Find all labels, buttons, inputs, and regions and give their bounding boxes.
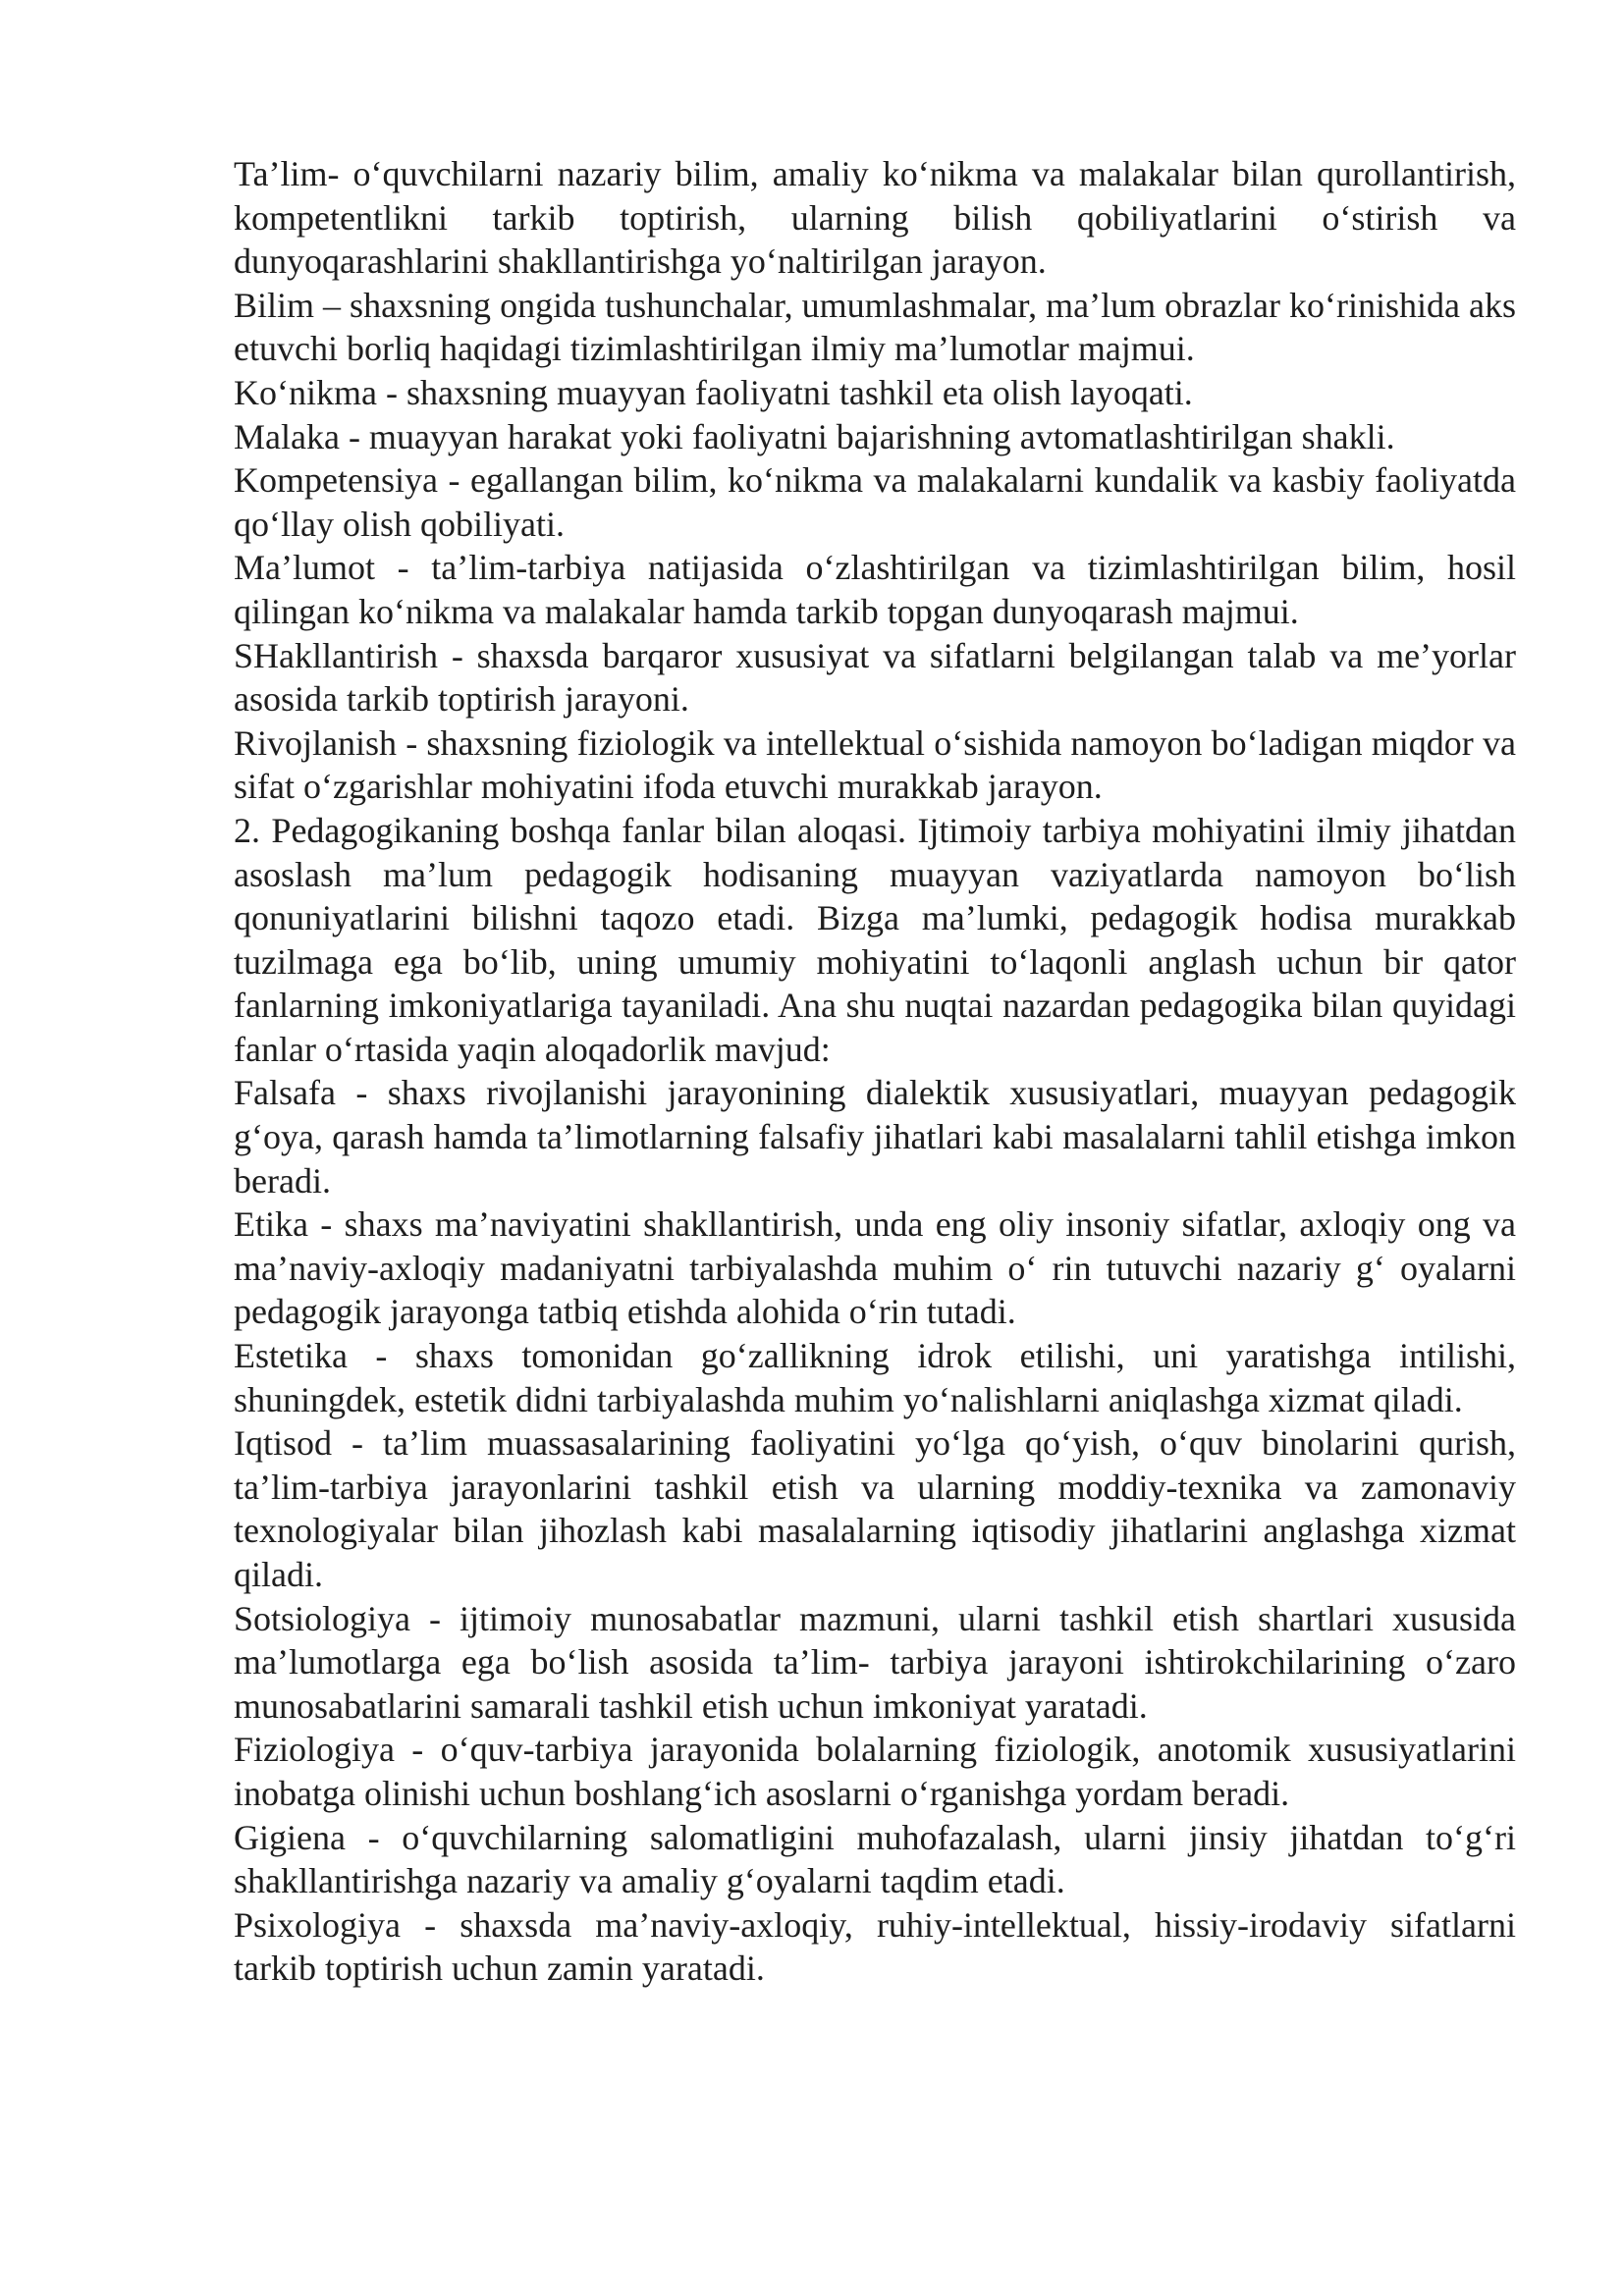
document-page xyxy=(234,152,1516,1991)
paragraph-talim: Ta’lim- o‘quvchilarni nazariy bilim, amaliy ko‘nikma va malakalar bilan qurollantirish, kompetentlikni tarkib toptirish, ularning bilish qobiliyatlarini o‘stirish va dunyoqarashlarini shakllantirishga yo‘naltirilgan jarayon. xyxy=(234,154,1516,282)
paragraph-bilim: Bilim – shaxsning ongida tushunchalar, umumlashmalar, ma’lum obrazlar ko‘rinishida aks etuvchi borliq haqidagi tizimlashtirilgan ilmiy ma’lumotlar majmui. xyxy=(234,285,1516,369)
paragraph-malumot: Ma’lumot - ta’lim-tarbiya natijasida o‘zlashtirilgan va tizimlashtirilgan bilim, hosil qilingan ko‘nikma va malakalar hamda tarkib topgan dunyoqarash majmui. xyxy=(234,548,1516,631)
paragraph-section-2: 2. Pedagogikaning boshqa fanlar bilan aloqasi. Ijtimoiy tarbiya mohiyatini ilmiy jihatdan asoslash ma’lum pedagogik hodisaning muayyan vaziyatlarda namoyon bo‘lish qonuniyatlarini bilishni taqozo etadi. Bizga ma’lumki, pedagogik hodisa murakkab tuzilmaga ega bo‘lib, uning umumiy mohiyatini to‘laqonli anglash uchun bir qator fanlarning imkoniyatlariga tayaniladi. Ana shu nuqtai nazardan pedagogika bilan quyidagi fanlar o‘rtasida yaqin aloqadorlik mavjud: xyxy=(234,810,1516,1069)
paragraph-malaka: Malaka - muayyan harakat yoki faoliyatni bajarishning avtomatlashtirilgan shakli. xyxy=(234,416,1395,456)
paragraph-etika: Etika - shaxs ma’naviyatini shakllantirish, unda eng oliy insoniy sifatlar, axloqiy ong va ma’naviy-axloqiy madaniyatni tarbiyalashda muhim o‘ rin tutuvchi nazariy g‘ oyalarni pedagogik jarayonga tatbiq etishda alohida o‘rin tutadi. xyxy=(234,1204,1516,1332)
paragraph-psixologiya: Psixologiya - shaxsda ma’naviy-axloqiy, ruhiy-intellektual, hissiy-irodaviy sifatlarni tarkib toptirish uchun zamin yaratadi. xyxy=(234,1904,1516,1989)
paragraph-shakllantirish: SHakllantirish - shaxsda barqaror xususiyat va sifatlarni belgilangan talab va me’yorlar asosida tarkib toptirish jarayoni. xyxy=(234,635,1516,720)
paragraph-fiziologiya: Fiziologiya - o‘quv-tarbiya jarayonida bolalarning fiziologik, anotomik xususiyatlarini inobatga olinishi uchun boshlang‘ich asoslarni o‘rganishga yordam beradi. xyxy=(234,1730,1516,1813)
paragraph-iqtisod: Iqtisod - ta’lim muassasalarining faoliyatini yo‘lga qo‘yish, o‘quv binolarini qurish, ta’lim-tarbiya jarayonlarini tashkil etish va ularning moddiy-texnika va zamonaviy texnologiyalar bilan jihozlash kabi masalalarning iqtisodiy jihatlarini anglashga xizmat qiladi. xyxy=(234,1423,1516,1594)
paragraph-rivojlanish: Rivojlanish - shaxsning fiziologik va intellektual o‘sishida namoyon bo‘ladigan miqdor va sifat o‘zgarishlar mohiyatini ifoda etuvchi murakkab jarayon. xyxy=(234,722,1516,807)
paragraph-sotsiologiya: Sotsiologiya - ijtimoiy munosabatlar mazmuni, ularni tashkil etish shartlari xususida ma’lumotlarga ega bo‘lish asosida ta’lim- tarbiya jarayoni ishtirokchilarining o‘zaro munosabatlarini samarali tashkil etish uchun imkoniyat yaratadi. xyxy=(234,1598,1516,1726)
paragraph-konikma: Ko‘nikma - shaxsning muayyan faoliyatni tashkil eta olish layoqati. xyxy=(234,372,1193,412)
paragraph-kompetensiya: Kompetensiya - egallangan bilim, ko‘nikma va malakalarni kundalik va kasbiy faoliyatda qo‘llay olish qobiliyati. xyxy=(234,460,1516,544)
paragraph-falsafa: Falsafa - shaxs rivojlanishi jarayonining dialektik xususiyatlari, muayyan pedagogik g‘oya, qarash hamda ta’limotlarning falsafiy jihatlari kabi masalalarni tahlil etishga imkon beradi. xyxy=(234,1073,1516,1201)
paragraph-estetika: Estetika - shaxs tomonidan go‘zallikning idrok etilishi, uni yaratishga intilishi, shuningdek, estetik didni tarbiyalashda muhim yo‘nalishlarni aniqlashga xizmat qiladi. xyxy=(234,1336,1516,1419)
paragraph-gigiena: Gigiena - o‘quvchilarning salomatligini muhofazalash, ularni jinsiy jihatdan to‘g‘ri shakllantirishga nazariy va amaliy g‘oyalarni taqdim etadi. xyxy=(234,1817,1516,1901)
